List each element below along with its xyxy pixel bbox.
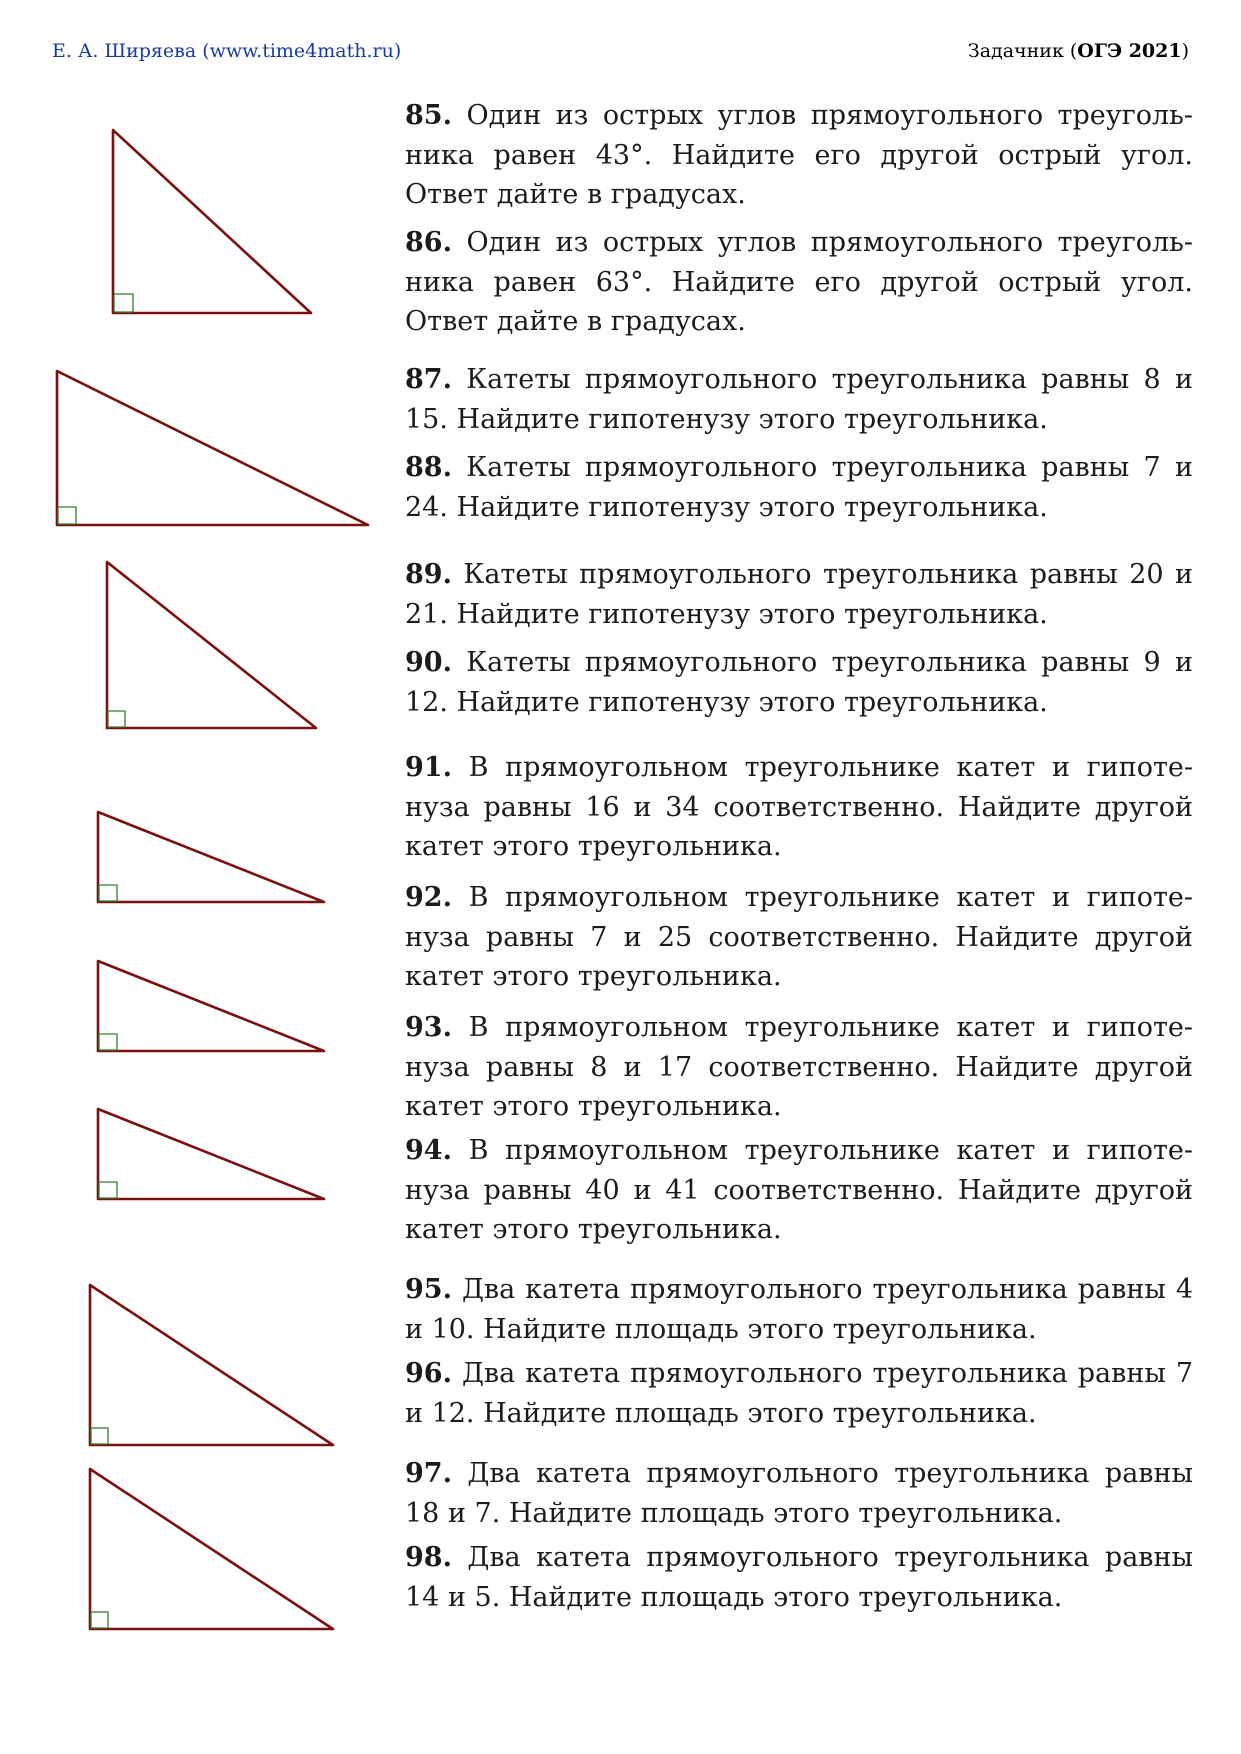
problem-text: В прямоугольном треугольнике катет и гипотенуза равны 40 и 41 соответственно. Найдите другой катет этого треугольника. [405,1135,1193,1245]
problem-85 [405,96,1193,215]
problem-86 [405,223,1193,342]
problem-95 [405,1270,1193,1349]
problem-number: 97. [405,1458,452,1489]
problem-94 [405,1131,1193,1250]
right-triangle-87-88 [57,371,368,525]
problem-text: В прямоугольном треугольнике катет и гипотенуза равны 16 и 34 соответственно. Найдите другой катет этого треугольника. [405,752,1193,862]
right-triangle-94 [98,1109,324,1199]
problem-93 [405,1008,1193,1127]
right-triangle-93 [98,961,324,1051]
problem-number: 98. [405,1542,452,1573]
problem-text: Один из острых углов прямоугольного треугольника равен 43°. Найдите его другой острый угол. Ответ дайте в градусах. [405,100,1193,210]
header-author-site: Е. А. Ширяева (www.time4math.ru) [52,40,402,62]
problem-90 [405,643,1193,722]
problem-text: Катеты прямоугольного треугольника равны 20 и 21. Найдите гипотенузу этого треугольника. [405,559,1193,630]
problem-text: Катеты прямоугольного треугольника равны 7 и 24. Найдите гипотенузу этого треугольника. [405,452,1193,523]
problem-text: Два катета прямоугольного треугольника равны 7 и 12. Найдите площадь этого треугольника. [405,1358,1193,1429]
problem-number: 93. [405,1012,452,1043]
problem-98 [405,1538,1193,1617]
problem-number: 92. [405,882,452,913]
problem-number: 90. [405,647,452,678]
problem-number: 85. [405,100,452,131]
triangle-figures [0,0,400,1754]
right-angle-mark [91,1428,108,1444]
problem-91 [405,748,1193,867]
problem-text: Один из острых углов прямоугольного треугольника равен 63°. Найдите его другой острый угол. Ответ дайте в градусах. [405,227,1193,337]
right-triangle-95-96 [90,1285,333,1445]
header-book-prefix: Задачник ( [967,40,1078,62]
right-angle-mark [114,294,133,312]
header-exam-name: ОГЭ 2021 [1077,40,1182,62]
right-triangle-89-90 [107,562,316,728]
right-angle-mark [58,507,76,524]
problem-89 [405,555,1193,634]
right-triangle-97-98 [90,1469,333,1629]
problem-number: 96. [405,1358,452,1389]
problem-number: 91. [405,752,452,783]
right-angle-mark [99,1034,117,1050]
problem-text: Катеты прямоугольного треугольника равны 9 и 12. Найдите гипотенузу этого треугольника. [405,647,1193,718]
problem-88 [405,448,1193,527]
problem-number: 89. [405,559,452,590]
problem-96 [405,1354,1193,1433]
right-angle-mark [91,1612,108,1628]
problem-97 [405,1454,1193,1533]
header-book-title [968,40,1189,62]
problem-text: В прямоугольном треугольнике катет и гипотенуза равны 7 и 25 соответственно. Найдите другой катет этого треугольника. [405,882,1193,992]
problem-92 [405,878,1193,997]
problem-text: Два катета прямоугольного треугольника равны 4 и 10. Найдите площадь этого треугольника. [405,1274,1193,1345]
problem-87 [405,360,1193,439]
right-angle-mark [99,885,117,901]
header-book-suffix: ) [1181,40,1189,62]
problem-text: Два катета прямоугольного треугольника равны 18 и 7. Найдите площадь этого треугольника. [405,1458,1193,1529]
right-triangle-85-86 [113,130,311,313]
problem-text: Два катета прямоугольного треугольника равны 14 и 5. Найдите площадь этого треугольника. [405,1542,1193,1613]
right-triangle-91-92 [98,812,324,902]
problem-number: 86. [405,227,452,258]
problem-text: Катеты прямоугольного треугольника равны 8 и 15. Найдите гипотенузу этого треугольника. [405,364,1193,435]
problem-number: 88. [405,452,452,483]
problem-number: 87. [405,364,452,395]
right-angle-mark [108,711,125,727]
problem-number: 94. [405,1135,452,1166]
problem-text: В прямоугольном треугольнике катет и гипотенуза равны 8 и 17 соответственно. Найдите другой катет этого треугольника. [405,1012,1193,1122]
right-angle-mark [99,1182,117,1198]
problem-number: 95. [405,1274,452,1305]
